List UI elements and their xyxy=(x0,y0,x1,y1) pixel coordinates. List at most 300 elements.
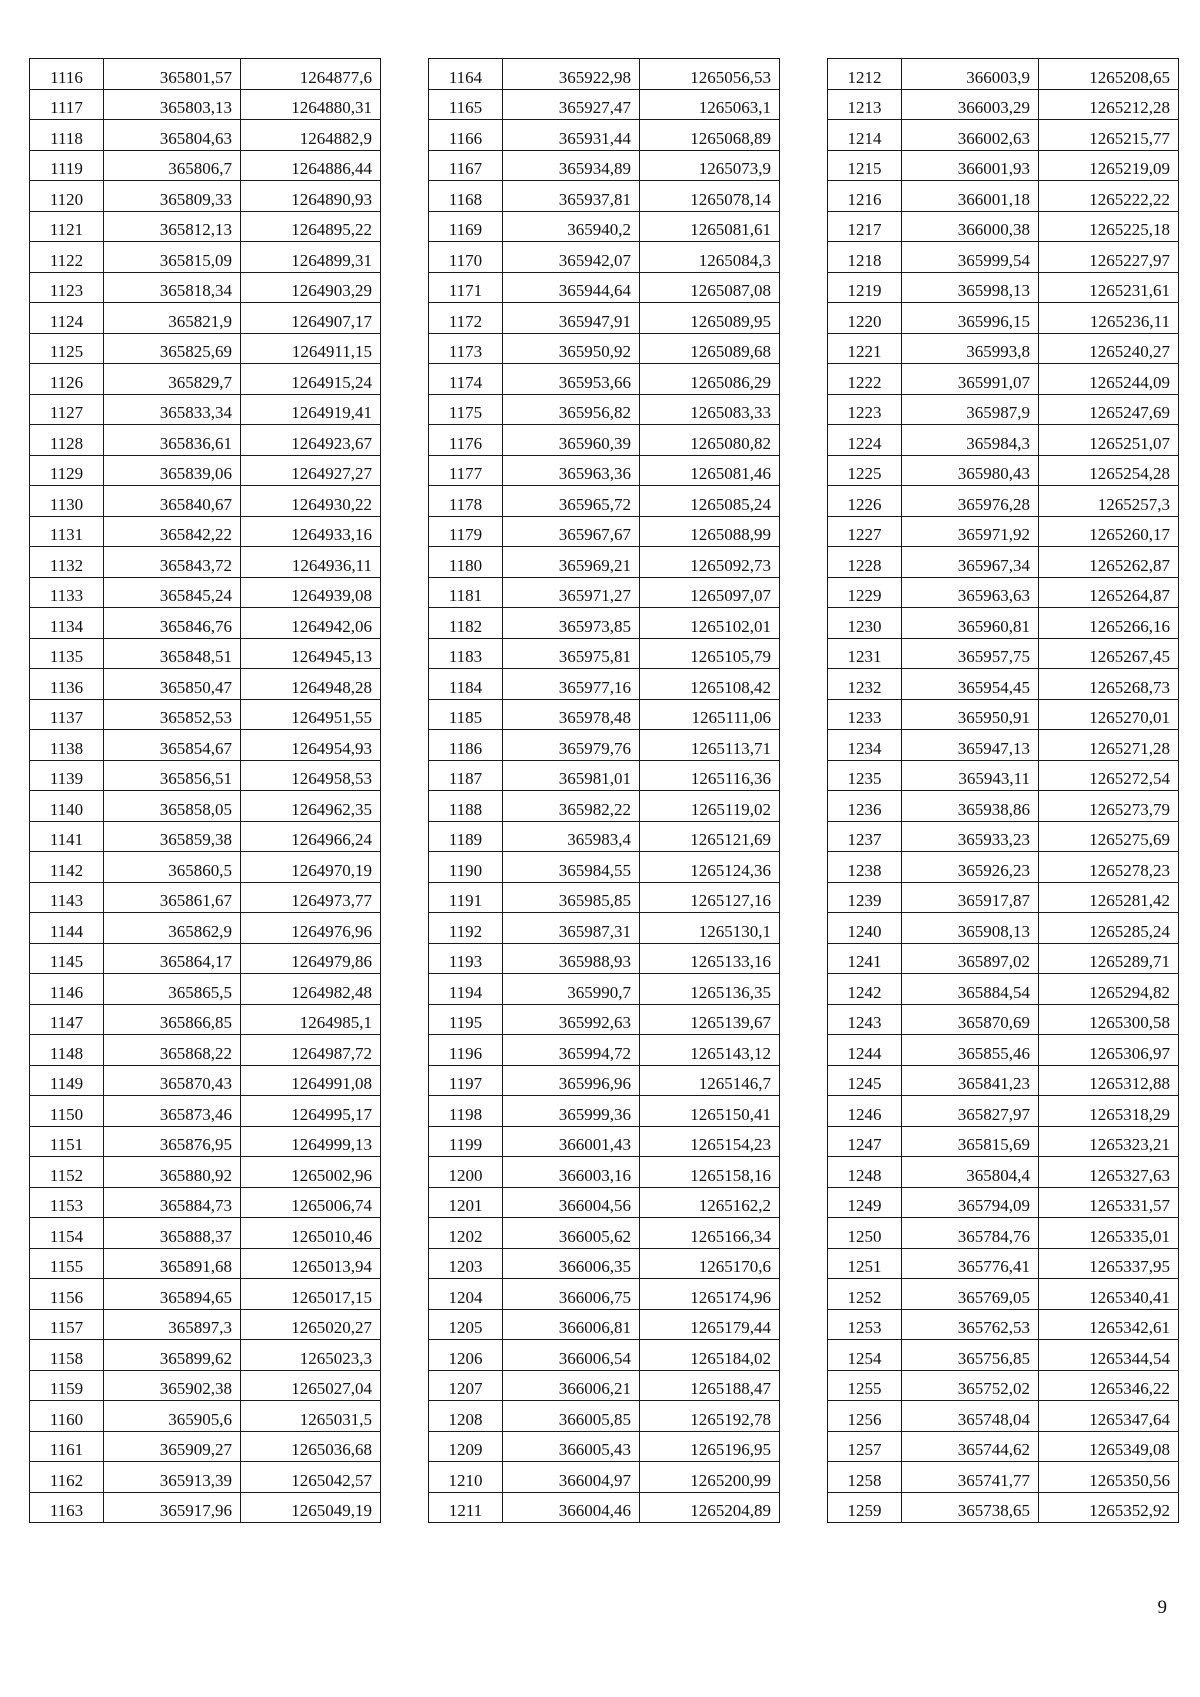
point-number-cell: 1146 xyxy=(30,974,104,1005)
table-row xyxy=(30,1492,381,1523)
x-coordinate-cell: 365977,16 xyxy=(503,669,640,700)
point-number-cell: 1174 xyxy=(429,364,503,395)
y-coordinate-cell: 1265349,08 xyxy=(1039,1431,1179,1462)
table-row xyxy=(828,1462,1179,1493)
x-coordinate-cell: 366004,97 xyxy=(503,1462,640,1493)
point-number-cell: 1236 xyxy=(828,791,902,822)
x-coordinate-cell: 365902,38 xyxy=(104,1370,241,1401)
table-row xyxy=(30,1248,381,1279)
y-coordinate-cell: 1265111,06 xyxy=(640,699,780,730)
x-coordinate-cell: 365868,22 xyxy=(104,1035,241,1066)
table-row xyxy=(828,1248,1179,1279)
point-number-cell: 1258 xyxy=(828,1462,902,1493)
y-coordinate-cell: 1265036,68 xyxy=(241,1431,381,1462)
x-coordinate-cell: 365996,15 xyxy=(902,303,1039,334)
point-number-cell: 1161 xyxy=(30,1431,104,1462)
point-number-cell: 1249 xyxy=(828,1187,902,1218)
x-coordinate-cell: 365999,54 xyxy=(902,242,1039,273)
x-coordinate-cell: 365801,57 xyxy=(104,59,241,90)
x-coordinate-cell: 365894,65 xyxy=(104,1279,241,1310)
table-row xyxy=(30,699,381,730)
x-coordinate-cell: 365738,65 xyxy=(902,1492,1039,1523)
x-coordinate-cell: 366003,29 xyxy=(902,89,1039,120)
point-number-cell: 1183 xyxy=(429,638,503,669)
x-coordinate-cell: 365888,37 xyxy=(104,1218,241,1249)
page-number: 9 xyxy=(1157,1597,1167,1618)
point-number-cell: 1234 xyxy=(828,730,902,761)
point-number-cell: 1155 xyxy=(30,1248,104,1279)
x-coordinate-cell: 365829,7 xyxy=(104,364,241,395)
y-coordinate-cell: 1265337,95 xyxy=(1039,1248,1179,1279)
y-coordinate-cell: 1265020,27 xyxy=(241,1309,381,1340)
table-row xyxy=(30,1035,381,1066)
x-coordinate-cell: 365842,22 xyxy=(104,516,241,547)
table-row xyxy=(30,1004,381,1035)
y-coordinate-cell: 1265285,24 xyxy=(1039,913,1179,944)
y-coordinate-cell: 1265240,27 xyxy=(1039,333,1179,364)
x-coordinate-cell: 365908,13 xyxy=(902,913,1039,944)
table-row xyxy=(429,1340,780,1371)
point-number-cell: 1142 xyxy=(30,852,104,883)
point-number-cell: 1120 xyxy=(30,181,104,212)
table-row xyxy=(30,1431,381,1462)
x-coordinate-cell: 365913,39 xyxy=(104,1462,241,1493)
x-coordinate-cell: 365854,67 xyxy=(104,730,241,761)
y-coordinate-cell: 1265056,53 xyxy=(640,59,780,90)
y-coordinate-cell: 1265162,2 xyxy=(640,1187,780,1218)
y-coordinate-cell: 1265130,1 xyxy=(640,913,780,944)
x-coordinate-cell: 365841,23 xyxy=(902,1065,1039,1096)
table-row xyxy=(30,1462,381,1493)
point-number-cell: 1185 xyxy=(429,699,503,730)
x-coordinate-cell: 365870,43 xyxy=(104,1065,241,1096)
table-row xyxy=(429,577,780,608)
point-number-cell: 1166 xyxy=(429,120,503,151)
table-row xyxy=(30,577,381,608)
point-number-cell: 1167 xyxy=(429,150,503,181)
point-number-cell: 1195 xyxy=(429,1004,503,1035)
point-number-cell: 1162 xyxy=(30,1462,104,1493)
y-coordinate-cell: 1264954,93 xyxy=(241,730,381,761)
x-coordinate-cell: 365956,82 xyxy=(503,394,640,425)
point-number-cell: 1158 xyxy=(30,1340,104,1371)
x-coordinate-cell: 365815,09 xyxy=(104,242,241,273)
point-number-cell: 1153 xyxy=(30,1187,104,1218)
point-number-cell: 1239 xyxy=(828,882,902,913)
point-number-cell: 1135 xyxy=(30,638,104,669)
point-number-cell: 1194 xyxy=(429,974,503,1005)
y-coordinate-cell: 1265227,97 xyxy=(1039,242,1179,273)
y-coordinate-cell: 1265251,07 xyxy=(1039,425,1179,456)
table-row xyxy=(828,943,1179,974)
table-row xyxy=(429,638,780,669)
point-number-cell: 1253 xyxy=(828,1309,902,1340)
table-row xyxy=(429,608,780,639)
y-coordinate-cell: 1265192,78 xyxy=(640,1401,780,1432)
point-number-cell: 1199 xyxy=(429,1126,503,1157)
y-coordinate-cell: 1265236,11 xyxy=(1039,303,1179,334)
table-row xyxy=(429,1431,780,1462)
x-coordinate-cell: 365967,34 xyxy=(902,547,1039,578)
table-row xyxy=(429,89,780,120)
table-row xyxy=(429,1401,780,1432)
point-number-cell: 1136 xyxy=(30,669,104,700)
y-coordinate-cell: 1265262,87 xyxy=(1039,547,1179,578)
point-number-cell: 1133 xyxy=(30,577,104,608)
point-number-cell: 1229 xyxy=(828,577,902,608)
table-row xyxy=(828,669,1179,700)
y-coordinate-cell: 1264903,29 xyxy=(241,272,381,303)
y-coordinate-cell: 1265087,08 xyxy=(640,272,780,303)
y-coordinate-cell: 1265006,74 xyxy=(241,1187,381,1218)
y-coordinate-cell: 1265247,69 xyxy=(1039,394,1179,425)
point-number-cell: 1230 xyxy=(828,608,902,639)
table-row xyxy=(429,1248,780,1279)
table-row xyxy=(429,1035,780,1066)
point-number-cell: 1168 xyxy=(429,181,503,212)
x-coordinate-cell: 365850,47 xyxy=(104,669,241,700)
point-number-cell: 1119 xyxy=(30,150,104,181)
table-row xyxy=(30,150,381,181)
point-number-cell: 1172 xyxy=(429,303,503,334)
table-row xyxy=(429,425,780,456)
table-row xyxy=(828,1309,1179,1340)
point-number-cell: 1143 xyxy=(30,882,104,913)
point-number-cell: 1219 xyxy=(828,272,902,303)
table-row xyxy=(828,242,1179,273)
x-coordinate-cell: 365741,77 xyxy=(902,1462,1039,1493)
y-coordinate-cell: 1265306,97 xyxy=(1039,1035,1179,1066)
x-coordinate-cell: 365926,23 xyxy=(902,852,1039,883)
y-coordinate-cell: 1264915,24 xyxy=(241,364,381,395)
y-coordinate-cell: 1265031,5 xyxy=(241,1401,381,1432)
y-coordinate-cell: 1264973,77 xyxy=(241,882,381,913)
x-coordinate-cell: 366001,93 xyxy=(902,150,1039,181)
y-coordinate-cell: 1264907,17 xyxy=(241,303,381,334)
point-number-cell: 1222 xyxy=(828,364,902,395)
point-number-cell: 1159 xyxy=(30,1370,104,1401)
y-coordinate-cell: 1265184,02 xyxy=(640,1340,780,1371)
x-coordinate-cell: 365987,31 xyxy=(503,913,640,944)
x-coordinate-cell: 365855,46 xyxy=(902,1035,1039,1066)
x-coordinate-cell: 366000,38 xyxy=(902,211,1039,242)
table-row xyxy=(828,791,1179,822)
table-row xyxy=(30,242,381,273)
table-row xyxy=(30,1218,381,1249)
table-row xyxy=(30,1126,381,1157)
x-coordinate-cell: 365960,81 xyxy=(902,608,1039,639)
point-number-cell: 1165 xyxy=(429,89,503,120)
table-row xyxy=(30,1157,381,1188)
y-coordinate-cell: 1265271,28 xyxy=(1039,730,1179,761)
y-coordinate-cell: 1265327,63 xyxy=(1039,1157,1179,1188)
x-coordinate-cell: 365963,36 xyxy=(503,455,640,486)
point-number-cell: 1144 xyxy=(30,913,104,944)
x-coordinate-cell: 365960,39 xyxy=(503,425,640,456)
x-coordinate-cell: 365803,13 xyxy=(104,89,241,120)
table-row xyxy=(30,1309,381,1340)
x-coordinate-cell: 365861,67 xyxy=(104,882,241,913)
x-coordinate-cell: 365884,54 xyxy=(902,974,1039,1005)
table-row xyxy=(828,455,1179,486)
y-coordinate-cell: 1264979,86 xyxy=(241,943,381,974)
point-number-cell: 1189 xyxy=(429,821,503,852)
x-coordinate-cell: 365993,8 xyxy=(902,333,1039,364)
point-number-cell: 1244 xyxy=(828,1035,902,1066)
x-coordinate-cell: 365806,7 xyxy=(104,150,241,181)
point-number-cell: 1245 xyxy=(828,1065,902,1096)
point-number-cell: 1154 xyxy=(30,1218,104,1249)
x-coordinate-cell: 365976,28 xyxy=(902,486,1039,517)
y-coordinate-cell: 1265108,42 xyxy=(640,669,780,700)
x-coordinate-cell: 365938,86 xyxy=(902,791,1039,822)
point-number-cell: 1238 xyxy=(828,852,902,883)
y-coordinate-cell: 1264985,1 xyxy=(241,1004,381,1035)
point-number-cell: 1251 xyxy=(828,1248,902,1279)
y-coordinate-cell: 1264927,27 xyxy=(241,455,381,486)
table-row xyxy=(828,486,1179,517)
point-number-cell: 1163 xyxy=(30,1492,104,1523)
point-number-cell: 1237 xyxy=(828,821,902,852)
y-coordinate-cell: 1264970,19 xyxy=(241,852,381,883)
y-coordinate-cell: 1265350,56 xyxy=(1039,1462,1179,1493)
y-coordinate-cell: 1265352,92 xyxy=(1039,1492,1179,1523)
x-coordinate-cell: 365866,85 xyxy=(104,1004,241,1035)
point-number-cell: 1250 xyxy=(828,1218,902,1249)
x-coordinate-cell: 366003,9 xyxy=(902,59,1039,90)
x-coordinate-cell: 365937,81 xyxy=(503,181,640,212)
point-number-cell: 1259 xyxy=(828,1492,902,1523)
point-number-cell: 1218 xyxy=(828,242,902,273)
point-number-cell: 1235 xyxy=(828,760,902,791)
y-coordinate-cell: 1265124,36 xyxy=(640,852,780,883)
y-coordinate-cell: 1265113,71 xyxy=(640,730,780,761)
x-coordinate-cell: 365870,69 xyxy=(902,1004,1039,1035)
y-coordinate-cell: 1265078,14 xyxy=(640,181,780,212)
table-row xyxy=(828,394,1179,425)
table-row xyxy=(30,882,381,913)
y-coordinate-cell: 1265300,58 xyxy=(1039,1004,1179,1035)
y-coordinate-cell: 1264939,08 xyxy=(241,577,381,608)
point-number-cell: 1226 xyxy=(828,486,902,517)
table-row xyxy=(429,1462,780,1493)
y-coordinate-cell: 1265150,41 xyxy=(640,1096,780,1127)
y-coordinate-cell: 1265121,69 xyxy=(640,821,780,852)
point-number-cell: 1173 xyxy=(429,333,503,364)
point-number-cell: 1131 xyxy=(30,516,104,547)
point-number-cell: 1140 xyxy=(30,791,104,822)
table-row xyxy=(30,516,381,547)
point-number-cell: 1160 xyxy=(30,1401,104,1432)
x-coordinate-cell: 365982,22 xyxy=(503,791,640,822)
table-row xyxy=(429,730,780,761)
x-coordinate-cell: 365983,4 xyxy=(503,821,640,852)
point-number-cell: 1118 xyxy=(30,120,104,151)
x-coordinate-cell: 365981,01 xyxy=(503,760,640,791)
x-coordinate-cell: 365954,45 xyxy=(902,669,1039,700)
coordinates-table-3 xyxy=(827,58,1179,1523)
x-coordinate-cell: 365942,07 xyxy=(503,242,640,273)
x-coordinate-cell: 366006,54 xyxy=(503,1340,640,1371)
table-row xyxy=(30,1065,381,1096)
y-coordinate-cell: 1265166,34 xyxy=(640,1218,780,1249)
table-row xyxy=(828,1492,1179,1523)
x-coordinate-cell: 365852,53 xyxy=(104,699,241,730)
table-row xyxy=(828,1370,1179,1401)
y-coordinate-cell: 1264923,67 xyxy=(241,425,381,456)
table-row xyxy=(429,760,780,791)
y-coordinate-cell: 1265260,17 xyxy=(1039,516,1179,547)
y-coordinate-cell: 1265085,24 xyxy=(640,486,780,517)
table-row xyxy=(30,852,381,883)
point-number-cell: 1215 xyxy=(828,150,902,181)
y-coordinate-cell: 1265294,82 xyxy=(1039,974,1179,1005)
point-number-cell: 1149 xyxy=(30,1065,104,1096)
point-number-cell: 1241 xyxy=(828,943,902,974)
y-coordinate-cell: 1265188,47 xyxy=(640,1370,780,1401)
table-row xyxy=(828,150,1179,181)
x-coordinate-cell: 366006,81 xyxy=(503,1309,640,1340)
table-row xyxy=(429,1309,780,1340)
y-coordinate-cell: 1265200,99 xyxy=(640,1462,780,1493)
x-coordinate-cell: 365836,61 xyxy=(104,425,241,456)
table-row xyxy=(828,608,1179,639)
x-coordinate-cell: 365845,24 xyxy=(104,577,241,608)
x-coordinate-cell: 365917,96 xyxy=(104,1492,241,1523)
y-coordinate-cell: 1265244,09 xyxy=(1039,364,1179,395)
point-number-cell: 1124 xyxy=(30,303,104,334)
y-coordinate-cell: 1265318,29 xyxy=(1039,1096,1179,1127)
table-row xyxy=(429,974,780,1005)
x-coordinate-cell: 366003,16 xyxy=(503,1157,640,1188)
table-row xyxy=(828,852,1179,883)
table-row xyxy=(429,272,780,303)
y-coordinate-cell: 1264995,17 xyxy=(241,1096,381,1127)
x-coordinate-cell: 365815,69 xyxy=(902,1126,1039,1157)
y-coordinate-cell: 1265089,95 xyxy=(640,303,780,334)
table-row xyxy=(30,303,381,334)
y-coordinate-cell: 1265127,16 xyxy=(640,882,780,913)
table-row xyxy=(429,120,780,151)
table-row xyxy=(30,760,381,791)
y-coordinate-cell: 1265196,95 xyxy=(640,1431,780,1462)
x-coordinate-cell: 365744,62 xyxy=(902,1431,1039,1462)
point-number-cell: 1205 xyxy=(429,1309,503,1340)
x-coordinate-cell: 365947,91 xyxy=(503,303,640,334)
table-row xyxy=(30,1340,381,1371)
table-row xyxy=(828,1096,1179,1127)
point-number-cell: 1208 xyxy=(429,1401,503,1432)
point-number-cell: 1123 xyxy=(30,272,104,303)
y-coordinate-cell: 1265212,28 xyxy=(1039,89,1179,120)
x-coordinate-cell: 365947,13 xyxy=(902,730,1039,761)
table-row xyxy=(429,1218,780,1249)
table-row xyxy=(429,1492,780,1523)
y-coordinate-cell: 1265204,89 xyxy=(640,1492,780,1523)
table-row xyxy=(828,1126,1179,1157)
y-coordinate-cell: 1264987,72 xyxy=(241,1035,381,1066)
point-number-cell: 1243 xyxy=(828,1004,902,1035)
x-coordinate-cell: 365804,63 xyxy=(104,120,241,151)
point-number-cell: 1170 xyxy=(429,242,503,273)
table-row xyxy=(828,425,1179,456)
table-row xyxy=(828,516,1179,547)
y-coordinate-cell: 1265027,04 xyxy=(241,1370,381,1401)
y-coordinate-cell: 1265323,21 xyxy=(1039,1126,1179,1157)
y-coordinate-cell: 1265174,96 xyxy=(640,1279,780,1310)
table-row xyxy=(828,1279,1179,1310)
y-coordinate-cell: 1264976,96 xyxy=(241,913,381,944)
x-coordinate-cell: 365917,87 xyxy=(902,882,1039,913)
y-coordinate-cell: 1265179,44 xyxy=(640,1309,780,1340)
x-coordinate-cell: 365891,68 xyxy=(104,1248,241,1279)
point-number-cell: 1128 xyxy=(30,425,104,456)
y-coordinate-cell: 1265346,22 xyxy=(1039,1370,1179,1401)
x-coordinate-cell: 366006,75 xyxy=(503,1279,640,1310)
point-number-cell: 1204 xyxy=(429,1279,503,1310)
table-row xyxy=(828,699,1179,730)
table-row xyxy=(828,272,1179,303)
y-coordinate-cell: 1265266,16 xyxy=(1039,608,1179,639)
y-coordinate-cell: 1265017,15 xyxy=(241,1279,381,1310)
table-row xyxy=(30,1187,381,1218)
table-row xyxy=(30,730,381,761)
x-coordinate-cell: 365984,3 xyxy=(902,425,1039,456)
table-row xyxy=(828,638,1179,669)
y-coordinate-cell: 1264948,28 xyxy=(241,669,381,700)
point-number-cell: 1228 xyxy=(828,547,902,578)
x-coordinate-cell: 365980,43 xyxy=(902,455,1039,486)
point-number-cell: 1242 xyxy=(828,974,902,1005)
y-coordinate-cell: 1265068,89 xyxy=(640,120,780,151)
x-coordinate-cell: 365756,85 xyxy=(902,1340,1039,1371)
x-coordinate-cell: 365899,62 xyxy=(104,1340,241,1371)
x-coordinate-cell: 365897,02 xyxy=(902,943,1039,974)
point-number-cell: 1198 xyxy=(429,1096,503,1127)
y-coordinate-cell: 1265097,07 xyxy=(640,577,780,608)
table-row xyxy=(429,669,780,700)
y-coordinate-cell: 1264919,41 xyxy=(241,394,381,425)
x-coordinate-cell: 365856,51 xyxy=(104,760,241,791)
y-coordinate-cell: 1265023,3 xyxy=(241,1340,381,1371)
x-coordinate-cell: 365978,48 xyxy=(503,699,640,730)
table-row xyxy=(828,1340,1179,1371)
x-coordinate-cell: 365873,46 xyxy=(104,1096,241,1127)
y-coordinate-cell: 1265231,61 xyxy=(1039,272,1179,303)
point-number-cell: 1188 xyxy=(429,791,503,822)
point-number-cell: 1192 xyxy=(429,913,503,944)
table-row xyxy=(828,760,1179,791)
x-coordinate-cell: 365943,11 xyxy=(902,760,1039,791)
table-row xyxy=(30,59,381,90)
y-coordinate-cell: 1265136,35 xyxy=(640,974,780,1005)
y-coordinate-cell: 1265342,61 xyxy=(1039,1309,1179,1340)
y-coordinate-cell: 1265340,41 xyxy=(1039,1279,1179,1310)
table-row xyxy=(429,882,780,913)
point-number-cell: 1181 xyxy=(429,577,503,608)
x-coordinate-cell: 365971,27 xyxy=(503,577,640,608)
x-coordinate-cell: 365884,73 xyxy=(104,1187,241,1218)
point-number-cell: 1180 xyxy=(429,547,503,578)
point-number-cell: 1116 xyxy=(30,59,104,90)
table-row xyxy=(828,974,1179,1005)
y-coordinate-cell: 1264936,11 xyxy=(241,547,381,578)
y-coordinate-cell: 1265267,45 xyxy=(1039,638,1179,669)
point-number-cell: 1186 xyxy=(429,730,503,761)
y-coordinate-cell: 1265170,6 xyxy=(640,1248,780,1279)
table-row xyxy=(429,394,780,425)
table-row xyxy=(30,638,381,669)
